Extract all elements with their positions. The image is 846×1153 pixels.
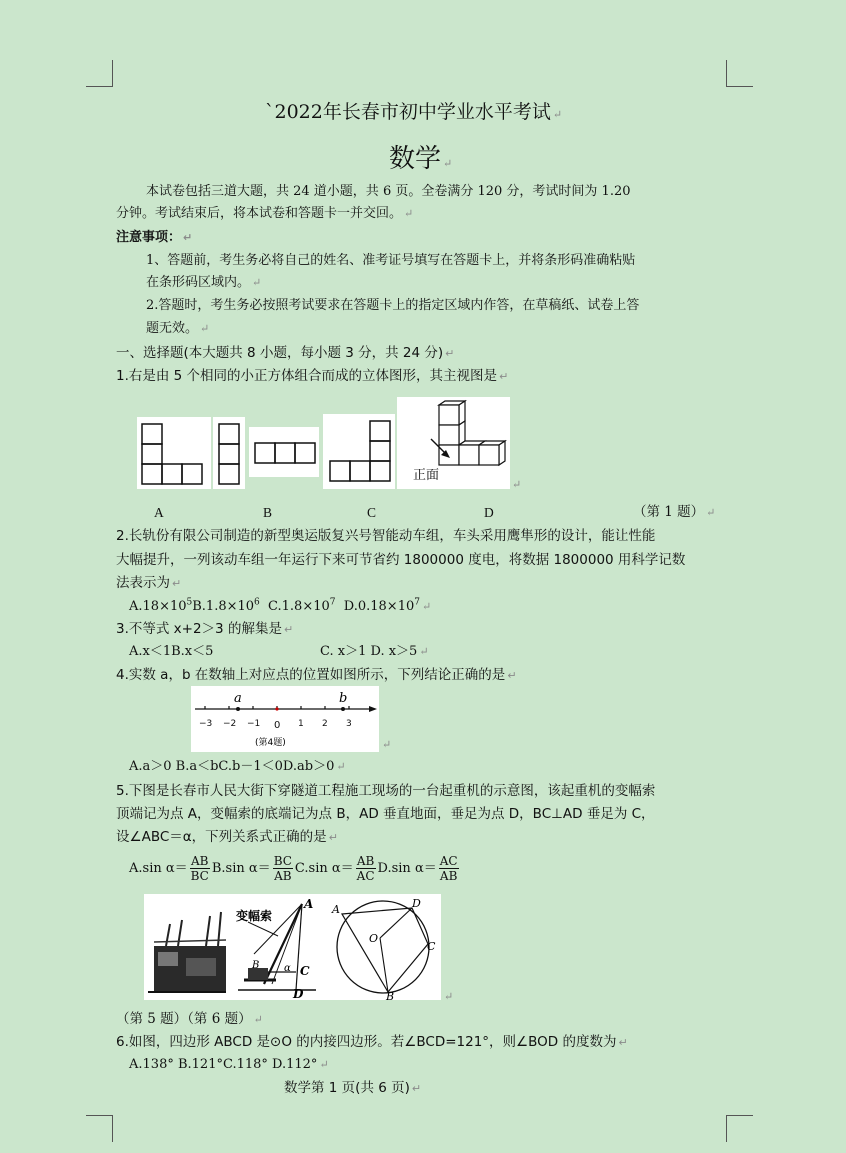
intro-line-1: 本试卷包括三道大题，共 24 道小题，共 6 页。全卷满分 120 分，考试时间为 1.20 [146, 184, 631, 199]
q1-caption: （第 1 题） ↵ [633, 504, 716, 520]
q1-label-c: C [367, 505, 377, 520]
q2-option-a: $A.18\times 10^5$ [129, 597, 193, 614]
q5-crane-diagram [236, 897, 316, 1000]
q4-stem: 4.实数 a，b 在数轴上对应点的位置如图所示，下列结论正确的是 ↵ [116, 667, 517, 683]
q2-option-d: $D.0.18\times 10^7$ [343, 597, 420, 614]
q4-point-a [236, 707, 240, 711]
q4-tick-neg2: −2 [223, 719, 237, 729]
q5-figure-return: ↵ [444, 990, 454, 1003]
q4-tick-0: 0 [274, 720, 281, 731]
q4-tick-neg3: −3 [199, 719, 213, 729]
q4-caption: (第4题) [255, 738, 286, 748]
q1-label-a: A [154, 505, 164, 520]
q5-q6-figures-drawing [144, 894, 441, 1000]
q5-option-b: B.sin α＝ $\frac{BC}{AB}$ [211, 854, 292, 883]
subject-title: 数学 ↵ [389, 144, 453, 174]
q4-tick-3: 3 [346, 719, 352, 729]
q6-options: A.138° B.121°C.118° D.112° ↵ [129, 1057, 329, 1072]
q6-point-d: D [412, 897, 421, 910]
note-1-line-1: 1、答题前，考生务必将自己的姓名、准考证号填写在答题卡上，并将条形码准确粘贴 [146, 253, 636, 268]
q6-point-o: O [369, 932, 379, 945]
front-view-label: 正面 [413, 468, 440, 483]
q4-origin-dot [275, 707, 278, 710]
q4-figure-return: ↵ [382, 738, 392, 751]
q1-figure-c-row-drawing [249, 427, 319, 477]
exam-title: `2022年长春市初中学业水平考试 ↵ [265, 101, 563, 123]
corner-mark-bottom-right [726, 1115, 753, 1142]
page-footer: 数学第 1 页(共 6 页) ↵ [284, 1080, 422, 1096]
q4-point-b [341, 707, 345, 711]
q6-point-b: B [386, 990, 395, 1000]
q4-tick-neg1: −1 [247, 719, 261, 729]
q2-option-c: $C.1.8\times 10^7$ [268, 597, 336, 614]
q5-options [129, 852, 461, 886]
q4-tick-2: 2 [322, 719, 328, 729]
q5-crane-point-b: B [252, 960, 260, 971]
q2-options: $A.18\times 10^5B.1.8\times 10^6$ $C.1.8\times 10^7$ $D.0.18\times 10^7$ ↵ [129, 597, 432, 614]
corner-mark-top-left [86, 60, 113, 87]
note-2-line-1: 2.答题时，考生务必按照考试要求在答题卡上的指定区域内作答，在草稿纸、试卷上答 [146, 298, 640, 313]
q1-figure-solid-drawing [397, 397, 510, 489]
q1-figure-b-drawing [213, 417, 245, 489]
q5-crane-point-a: A [304, 897, 314, 911]
q5-crane-cable-label: 变幅索 [236, 909, 273, 923]
q1-label-b: B [263, 505, 273, 520]
section-1-heading: 一、选择题(本大题共 8 小题，每小题 3 分，共 24 分) ↵ [116, 345, 455, 361]
q1-figure-a-drawing [137, 417, 211, 489]
corner-mark-bottom-left [86, 1115, 113, 1142]
q5-crane-angle-alpha: α [284, 963, 291, 974]
q3-stem: 3.不等式 x+2＞3 的解集是 ↵ [116, 621, 294, 637]
q6-stem: 6.如图，四边形 ABCD 是⊙O 的内接四边形。若∠BCD=121°，则∠BOD 的度数为 ↵ [116, 1034, 628, 1050]
q2-line-3: 法表示为 ↵ [116, 575, 182, 591]
q2-line-1: 2.长轨份有限公司制造的新型奥运版复兴号智能动车组，车头采用鹰隼形的设计，能让性能 [116, 528, 656, 544]
q2-line-2: 大幅提升，一列该动车组一年运行下来可节省约 1800000 度电，将数据 1800000 用科学记数 [116, 552, 686, 568]
q6-point-a: A [332, 903, 340, 916]
q5-line-1: 5.下图是长春市人民大街下穿隧道工程施工现场的一台起重机的示意图，该起重机的变幅索 [116, 783, 656, 799]
q5-q6-caption: （第 5 题）（第 6 题） ↵ [116, 1011, 263, 1027]
q5-crane-point-d: D [293, 987, 304, 1000]
notes-heading: 注意事项： ↵ [116, 230, 193, 245]
q1-figure-c [323, 414, 395, 489]
q1-figure-b [213, 417, 245, 489]
q2-option-b: $B.1.8\times 10^6$ [192, 597, 260, 614]
q5-line-2: 顶端记为点 A，变幅索的底端记为点 B，AD 垂直地面，垂足为点 D，BC⊥AD 垂足为 C， [116, 806, 655, 822]
q5-construction-photo [148, 912, 226, 992]
q1-label-d: D [484, 505, 494, 520]
q3-options-cd: C. x＞1 D. x＞5 ↵ [320, 644, 429, 659]
q1-figure-c-drawing [323, 414, 395, 489]
q1-figure-return: ↵ [512, 478, 522, 491]
q4-label-b: b [339, 691, 348, 706]
q3-options-ab: A.x＜1B.x＜5 [129, 644, 214, 659]
q5-option-c: C.sin α＝ $\frac{AB}{AC}$ [294, 854, 375, 883]
q4-tick-1: 1 [298, 719, 304, 729]
note-2-line-2: 题无效。 ↵ [146, 321, 210, 336]
q6-point-c: C [427, 940, 436, 953]
q5-line-3: 设∠ABC＝α，下列关系式正确的是 ↵ [116, 829, 338, 845]
q5-option-a: A.sin α＝ $\frac{AB}{BC}$ [129, 854, 209, 883]
q6-circle-diagram [324, 894, 441, 1000]
q1-figure-c-row [249, 427, 319, 477]
intro-line-2: 分钟。考试结束后，将本试卷和答题卡一并交回。 ↵ [116, 206, 414, 221]
q4-options: A.a＞0 B.a＜bC.b－1＜0D.ab＞0 ↵ [129, 759, 346, 774]
q4-number-line [191, 686, 379, 752]
q1-figure-solid [397, 397, 510, 489]
corner-mark-top-right [726, 60, 753, 87]
note-1-line-2: 在条形码区域内。 ↵ [146, 275, 262, 290]
q5-option-d: D.sin α＝ $\frac{AC}{AB}$ [377, 854, 458, 883]
q5-q6-figures [144, 894, 441, 1000]
q5-crane-point-c: C [300, 964, 310, 978]
q1-stem: 1.右是由 5 个相同的小正方体组合而成的立体图形，其主视图是 ↵ [116, 368, 509, 384]
q4-label-a: a [234, 691, 242, 706]
q1-figure-a [137, 417, 211, 489]
q4-number-line-figure [191, 686, 379, 752]
